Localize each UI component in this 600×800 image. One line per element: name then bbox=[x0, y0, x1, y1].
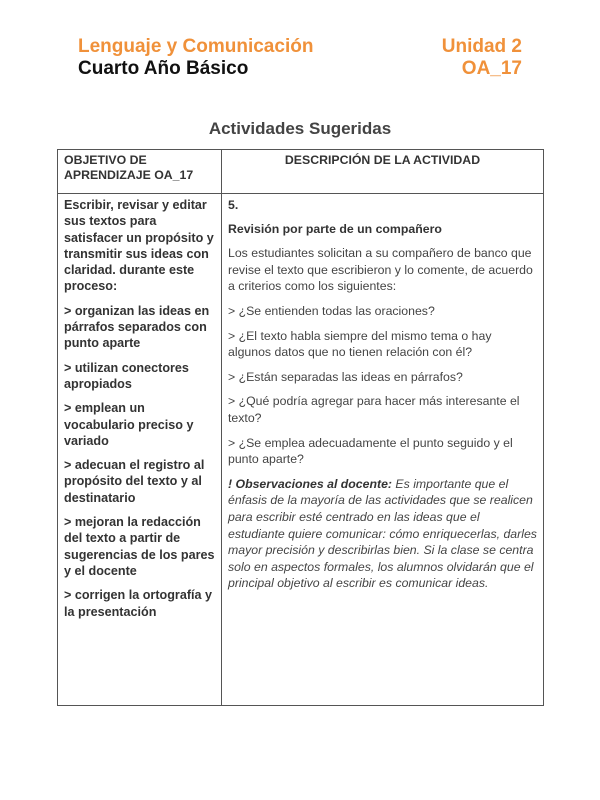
description-text bbox=[228, 197, 537, 592]
header-objective: OBJETIVO DE APRENDIZAJE OA_17 bbox=[58, 150, 222, 194]
criteria-item: > ¿Se emplea adecuadamente el punto seguido y el punto aparte? bbox=[228, 435, 513, 467]
table-header-row bbox=[58, 150, 544, 194]
table-row bbox=[58, 194, 544, 706]
observation-label: ! Observaciones al docente: bbox=[228, 476, 393, 491]
activity-title: Revisión por parte de un compañero bbox=[228, 221, 442, 236]
objective-text bbox=[64, 197, 215, 620]
description-cell bbox=[222, 194, 544, 706]
unit-label: Unidad 2 bbox=[441, 36, 522, 57]
header-row-bottom bbox=[78, 58, 522, 80]
activity-number: 5. bbox=[228, 198, 239, 212]
objective-item: > utilizan conectores apropiados bbox=[64, 360, 189, 391]
observation-text: Es importante que el énfasis de la mayoría de las actividades que se realicen para escribir esté centrado en las ideas que el estudiante quiere comunicar: cómo enriquecerlas, darles mayor precisión y describirlas bien. Si la clase se centra solo en aspectos formales, los alumnos olvidarán que el principal objetivo al escribir es comunicar ideas. bbox=[228, 476, 537, 591]
objective-intro: Escribir, revisar y editar sus textos para satisfacer un propósito y transmitir sus ideas con claridad. durante este proceso: bbox=[64, 198, 214, 294]
activity-table bbox=[57, 149, 544, 706]
header-row-top bbox=[78, 36, 522, 58]
section-title: Actividades Sugeridas bbox=[208, 119, 392, 138]
objective-item: > adecuan el registro al propósito del texto y al destinatario bbox=[64, 458, 205, 505]
objective-cell bbox=[58, 194, 222, 706]
subject-title: Lenguaje y Comunicación bbox=[78, 36, 314, 57]
teacher-observation bbox=[228, 476, 537, 592]
page-header bbox=[78, 36, 522, 80]
header-description: DESCRIPCIÓN DE LA ACTIVIDAD bbox=[222, 150, 544, 194]
criteria-item: > ¿El texto habla siempre del mismo tema o hay algunos datos que no tienen relación con él? bbox=[228, 328, 492, 360]
grade-label: Cuarto Año Básico bbox=[78, 58, 249, 79]
objective-item: > emplean un vocabulario preciso y variado bbox=[64, 401, 194, 448]
objective-item: > mejoran la redacción del texto a partir de sugerencias de los pares y el docente bbox=[64, 515, 215, 578]
objective-code: OA_17 bbox=[461, 58, 522, 79]
objective-item: > corrigen la ortografía y la presentación bbox=[64, 588, 213, 619]
criteria-item: > ¿Se entienden todas las oraciones? bbox=[228, 303, 435, 318]
activity-intro: Los estudiantes solicitan a su compañero de banco que revise el texto que escribieron y lo comente, de acuerdo a criterios como los siguientes: bbox=[228, 246, 533, 294]
objective-item: > organizan las ideas en párrafos separados con punto aparte bbox=[64, 303, 210, 351]
criteria-item: > ¿Están separadas las ideas en párrafos? bbox=[228, 369, 463, 384]
criteria-item: > ¿Qué podría agregar para hacer más interesante el texto? bbox=[228, 394, 520, 425]
